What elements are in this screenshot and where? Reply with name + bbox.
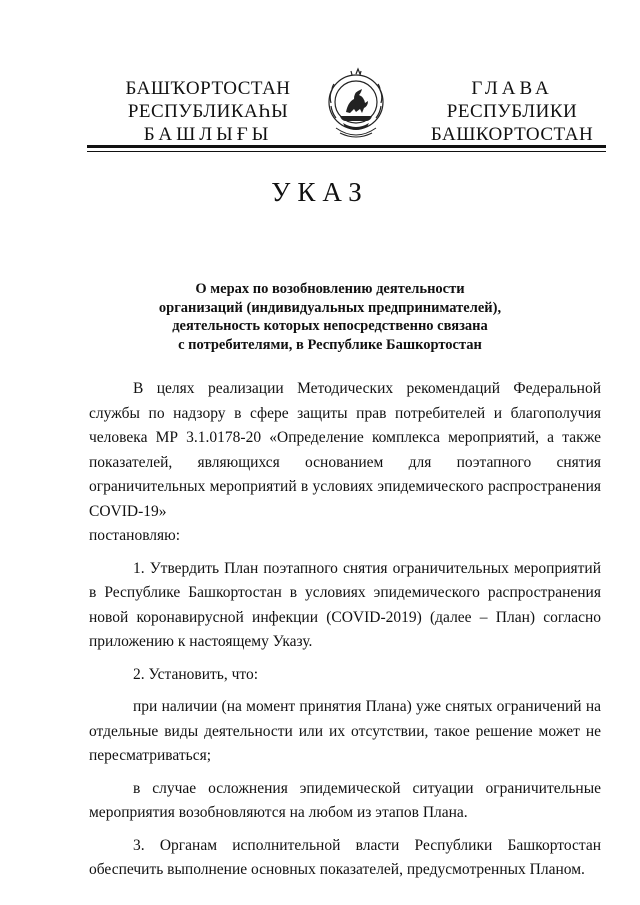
header-right-russian xyxy=(417,77,607,146)
header-left-line: РЕСПУБЛИКАҺЫ xyxy=(127,101,289,122)
title-line: О мерах по возобновлению деятельности xyxy=(195,281,465,297)
coat-of-arms-icon xyxy=(326,66,386,142)
document-type-heading: УКАЗ xyxy=(271,177,369,207)
header-divider-thick xyxy=(87,145,606,148)
title-line: деятельность которых непосредственно связана xyxy=(172,318,488,334)
header-left-line: БАШЛЫҒЫ xyxy=(143,124,273,145)
decree-title xyxy=(100,280,560,354)
title-line: организаций (индивидуальных предпринимателей), xyxy=(158,299,502,316)
item-2b-paragraph: в случае осложнения эпидемической ситуации ограничительные мероприятия возобновляются на любом из этапов Плана. xyxy=(89,779,601,821)
item-2a-paragraph: при наличии (на момент принятия Плана) уже снятых ограничений на отдельные виды деятельности или их отсутствии, такое решение может не пересматриваться; xyxy=(89,698,601,764)
title-line: с потребителями, в Республике Башкортостан xyxy=(178,336,482,353)
item-3-paragraph: 3. Органам исполнительной власти Республики Башкортостан обеспечить выполнение основных показателей, предусмотренных Планом. xyxy=(89,836,601,878)
header-left-bashkir xyxy=(113,77,303,146)
header-left-line: БАШҠОРТОСТАН xyxy=(125,78,291,99)
header-right-line: БАШКОРТОСТАН xyxy=(430,124,594,145)
header-right-line: РЕСПУБЛИКИ xyxy=(446,101,578,122)
header-right-line: ГЛАВА xyxy=(471,78,553,99)
header-divider-thin xyxy=(87,151,606,152)
item-2-paragraph: 2. Установить, что: xyxy=(133,665,259,683)
decree-body xyxy=(89,377,601,883)
item-1-paragraph: 1. Утвердить План поэтапного снятия ограничительных мероприятий в Республике Башкортостан в условиях эпидемического распространения новой коронавирусной инфекции (COVID-2019) (далее – План) согласно приложению к настоящему Указу. xyxy=(89,559,601,650)
intro-paragraph: В целях реализации Методических рекомендаций Федеральной службы по надзору в сфере защиты прав потребителей и благополучия человека МР 3.1.0178-20 «Определение комплекса мероприятий, а также показателей, являющихся основанием для поэтапного снятия ограничительных мероприятий в условиях эпидемического распространения COVID-19» xyxy=(89,380,601,520)
resolve-line: постановляю: xyxy=(89,527,181,544)
